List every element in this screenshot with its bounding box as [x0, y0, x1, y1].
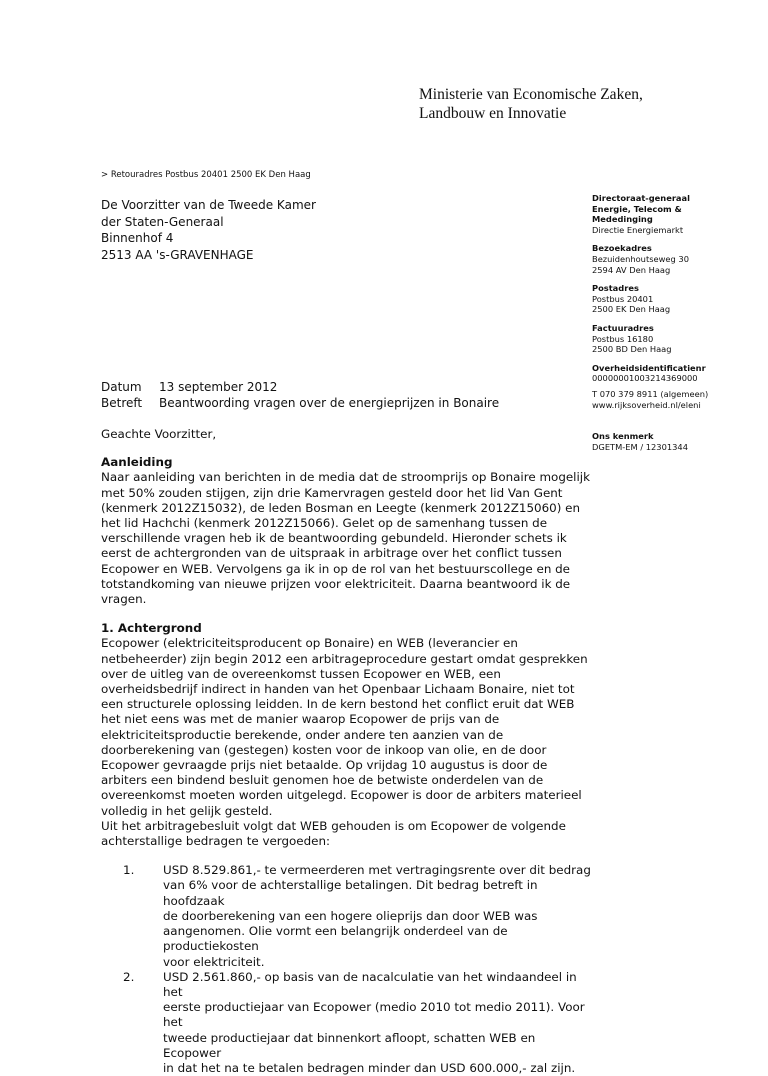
directorate-title: Mededinging [592, 214, 653, 225]
list-line: USD 2.561.860,- op basis van de nacalculatie van het windaandeel in het [163, 969, 577, 999]
intro-line: Naar aanleiding van berichten in de media dat de stroomprijs op Bonaire mogelijk [101, 470, 590, 485]
reference-title: Ons kenmerk [592, 431, 654, 442]
intro-paragraph [101, 470, 591, 607]
postal-address-line: 2500 EK Den Haag [592, 304, 671, 315]
postal-address-title: Postadres [592, 283, 639, 294]
date-row [101, 380, 499, 396]
invoice-address-title: Factuuradres [592, 322, 654, 333]
letter-meta [101, 380, 499, 411]
sidebar-info [592, 193, 762, 460]
gov-id-title: Overheidsidentificatienr [592, 362, 706, 373]
directorate-block [592, 193, 762, 235]
section1-line: over de uitleg van de overeenkomst tussen Ecopower en WEB, een [101, 666, 501, 681]
subject-row [101, 396, 499, 412]
intro-line: (kenmerk 2012Z15032), de leden Bosman en Leegte (kenmerk 2012Z15060) en [101, 500, 580, 515]
addressee-line: der Staten-Generaal [101, 214, 224, 229]
subject-label: Betreft [101, 395, 143, 410]
directorate-title: Energie, Telecom & [592, 203, 682, 214]
intro-heading: Aanleiding [101, 455, 173, 470]
list-number: 2. [123, 969, 135, 984]
invoice-address-line: 2500 BD Den Haag [592, 344, 672, 355]
reference-block [592, 431, 762, 452]
invoice-address-block [592, 323, 762, 355]
list-text [163, 970, 591, 1076]
list-text [163, 863, 591, 969]
gov-id-block [592, 363, 762, 384]
list-number: 1. [123, 863, 135, 878]
addressee-block [101, 197, 316, 263]
postal-address-block [592, 283, 762, 315]
section1-line: Uit het arbitragebesluit volgt dat WEB gehouden is om Ecopower de volgende [101, 818, 566, 833]
directorate-sub: Directie Energiemarkt [592, 224, 684, 235]
addressee-line: 2513 AA 's-GRAVENHAGE [101, 247, 254, 262]
section1-line: doorberekening van (gestegen) kosten voor de inkoop van olie, en de door [101, 742, 547, 757]
section1-line: arbiters een bindend besluit genomen hoe de betwiste onderdelen van de [101, 773, 544, 788]
date-value: 13 september 2012 [159, 380, 278, 394]
section1-line: overeenkomst moeten worden uitgelegd. Ecopower is door de arbiters materieel [101, 788, 582, 803]
gov-id-value: 00000001003214369000 [592, 373, 698, 384]
list-line: in dat het na te betalen bedragen minder dan USD 600.000,- zal zijn. [163, 1060, 576, 1075]
list-line: eerste productiejaar van Ecopower (medio 2010 tot medio 2011). Voor het [163, 1000, 585, 1030]
section1-paragraph [101, 636, 591, 849]
list-line: voor elektriciteit. [163, 954, 265, 969]
section1-line: Ecopower gevraagde prijs niet betaalde. Op vrijdag 10 augustus is door de [101, 758, 548, 773]
ministry-name-line-2: Landbouw en Innovatie [419, 105, 567, 122]
reference-value: DGETM-EM / 12301344 [592, 441, 688, 452]
postal-address-line: Postbus 20401 [592, 293, 654, 304]
section1-line: volledig in het gelijk gesteld. [101, 803, 273, 818]
list-line: tweede productiejaar dat binnenkort afloopt, schatten WEB en Ecopower [163, 1030, 536, 1060]
visit-address-line: Bezuidenhoutseweg 30 [592, 253, 689, 264]
subject-value: Beantwoording vragen over de energieprijzen in Bonaire [159, 395, 500, 410]
section1-line: het niet eens was met de manier waarop Ecopower de prijs van de [101, 712, 500, 727]
contact-block [592, 389, 762, 410]
directorate-title: Directoraat-generaal [592, 193, 690, 203]
invoice-address-line: Postbus 16180 [592, 333, 654, 344]
visit-address-title: Bezoekadres [592, 243, 652, 254]
phone-number: T 070 379 8911 (algemeen) [592, 388, 709, 399]
intro-line: Ecopower en WEB. Vervolgens ga ik in op de rol van het bestuurscollege en de [101, 561, 570, 576]
ministry-name-line-1: Ministerie van Economische Zaken, [419, 86, 643, 103]
section1-line: achterstallige bedragen te vergoeden: [101, 834, 331, 849]
list-item [101, 863, 591, 969]
intro-line: verschillende vragen heb ik de beantwoording gebundeld. Hieronder schets ik [101, 531, 567, 546]
list-line: USD 8.529.861,- te vermeerderen met vertragingsrente over dit bedrag [163, 863, 591, 878]
section1-heading: 1. Achtergrond [101, 621, 202, 636]
section1-line: Ecopower (elektriciteitsproducent op Bonaire) en WEB (leverancier en [101, 636, 518, 651]
addressee-line: De Voorzitter van de Tweede Kamer [101, 198, 316, 212]
section1-line: overheidsbedrijf indirect in handen van het Openbaar Lichaam Bonaire, niet tot [101, 682, 575, 697]
addressee-line: Binnenhof 4 [101, 231, 174, 245]
section1-line: elektriciteitsproductie berekende, onder andere ten aanzien van de [101, 727, 504, 742]
salutation: Geachte Voorzitter, [101, 427, 217, 441]
visit-address-line: 2594 AV Den Haag [592, 264, 671, 275]
intro-line: vragen. [101, 592, 147, 607]
ministry-letterhead [419, 85, 643, 123]
intro-line: met 50% zouden stijgen, zijn drie Kamervragen gesteld door het lid Van Gent [101, 485, 563, 500]
section1-line: een structurele oplossing leidden. In de kern bestond het conflict eruit dat WEB [101, 697, 575, 712]
list-line: aangenomen. Olie vormt een belangrijk onderdeel van de productiekosten [163, 924, 508, 954]
website-link: www.rijksoverheid.nl/eleni [592, 399, 701, 410]
intro-line: het lid Hachchi (kenmerk 2012Z15066). Gelet op de samenhang tussen de [101, 516, 548, 531]
payment-list [101, 863, 591, 1076]
intro-line: totstandkoming van nieuwe prijzen voor elektriciteit. Daarna beantwoord ik de [101, 576, 571, 591]
section1-line: netbeheerder) zijn begin 2012 een arbitrageprocedure gestart omdat gesprekken [101, 651, 588, 666]
visit-address-block [592, 243, 762, 275]
list-line: van 6% voor de achterstallige betalingen. Dit bedrag betreft in hoofdzaak [163, 878, 538, 908]
intro-line: eerst de achtergronden van de uitspraak in arbitrage over het conflict tussen [101, 546, 562, 561]
return-address: > Retouradres Postbus 20401 2500 EK Den Haag [101, 170, 311, 180]
letter-body [101, 427, 591, 1076]
list-item [101, 970, 591, 1076]
date-label: Datum [101, 380, 142, 394]
list-line: de doorberekening van een hogere olieprijs dan door WEB was [163, 908, 538, 923]
